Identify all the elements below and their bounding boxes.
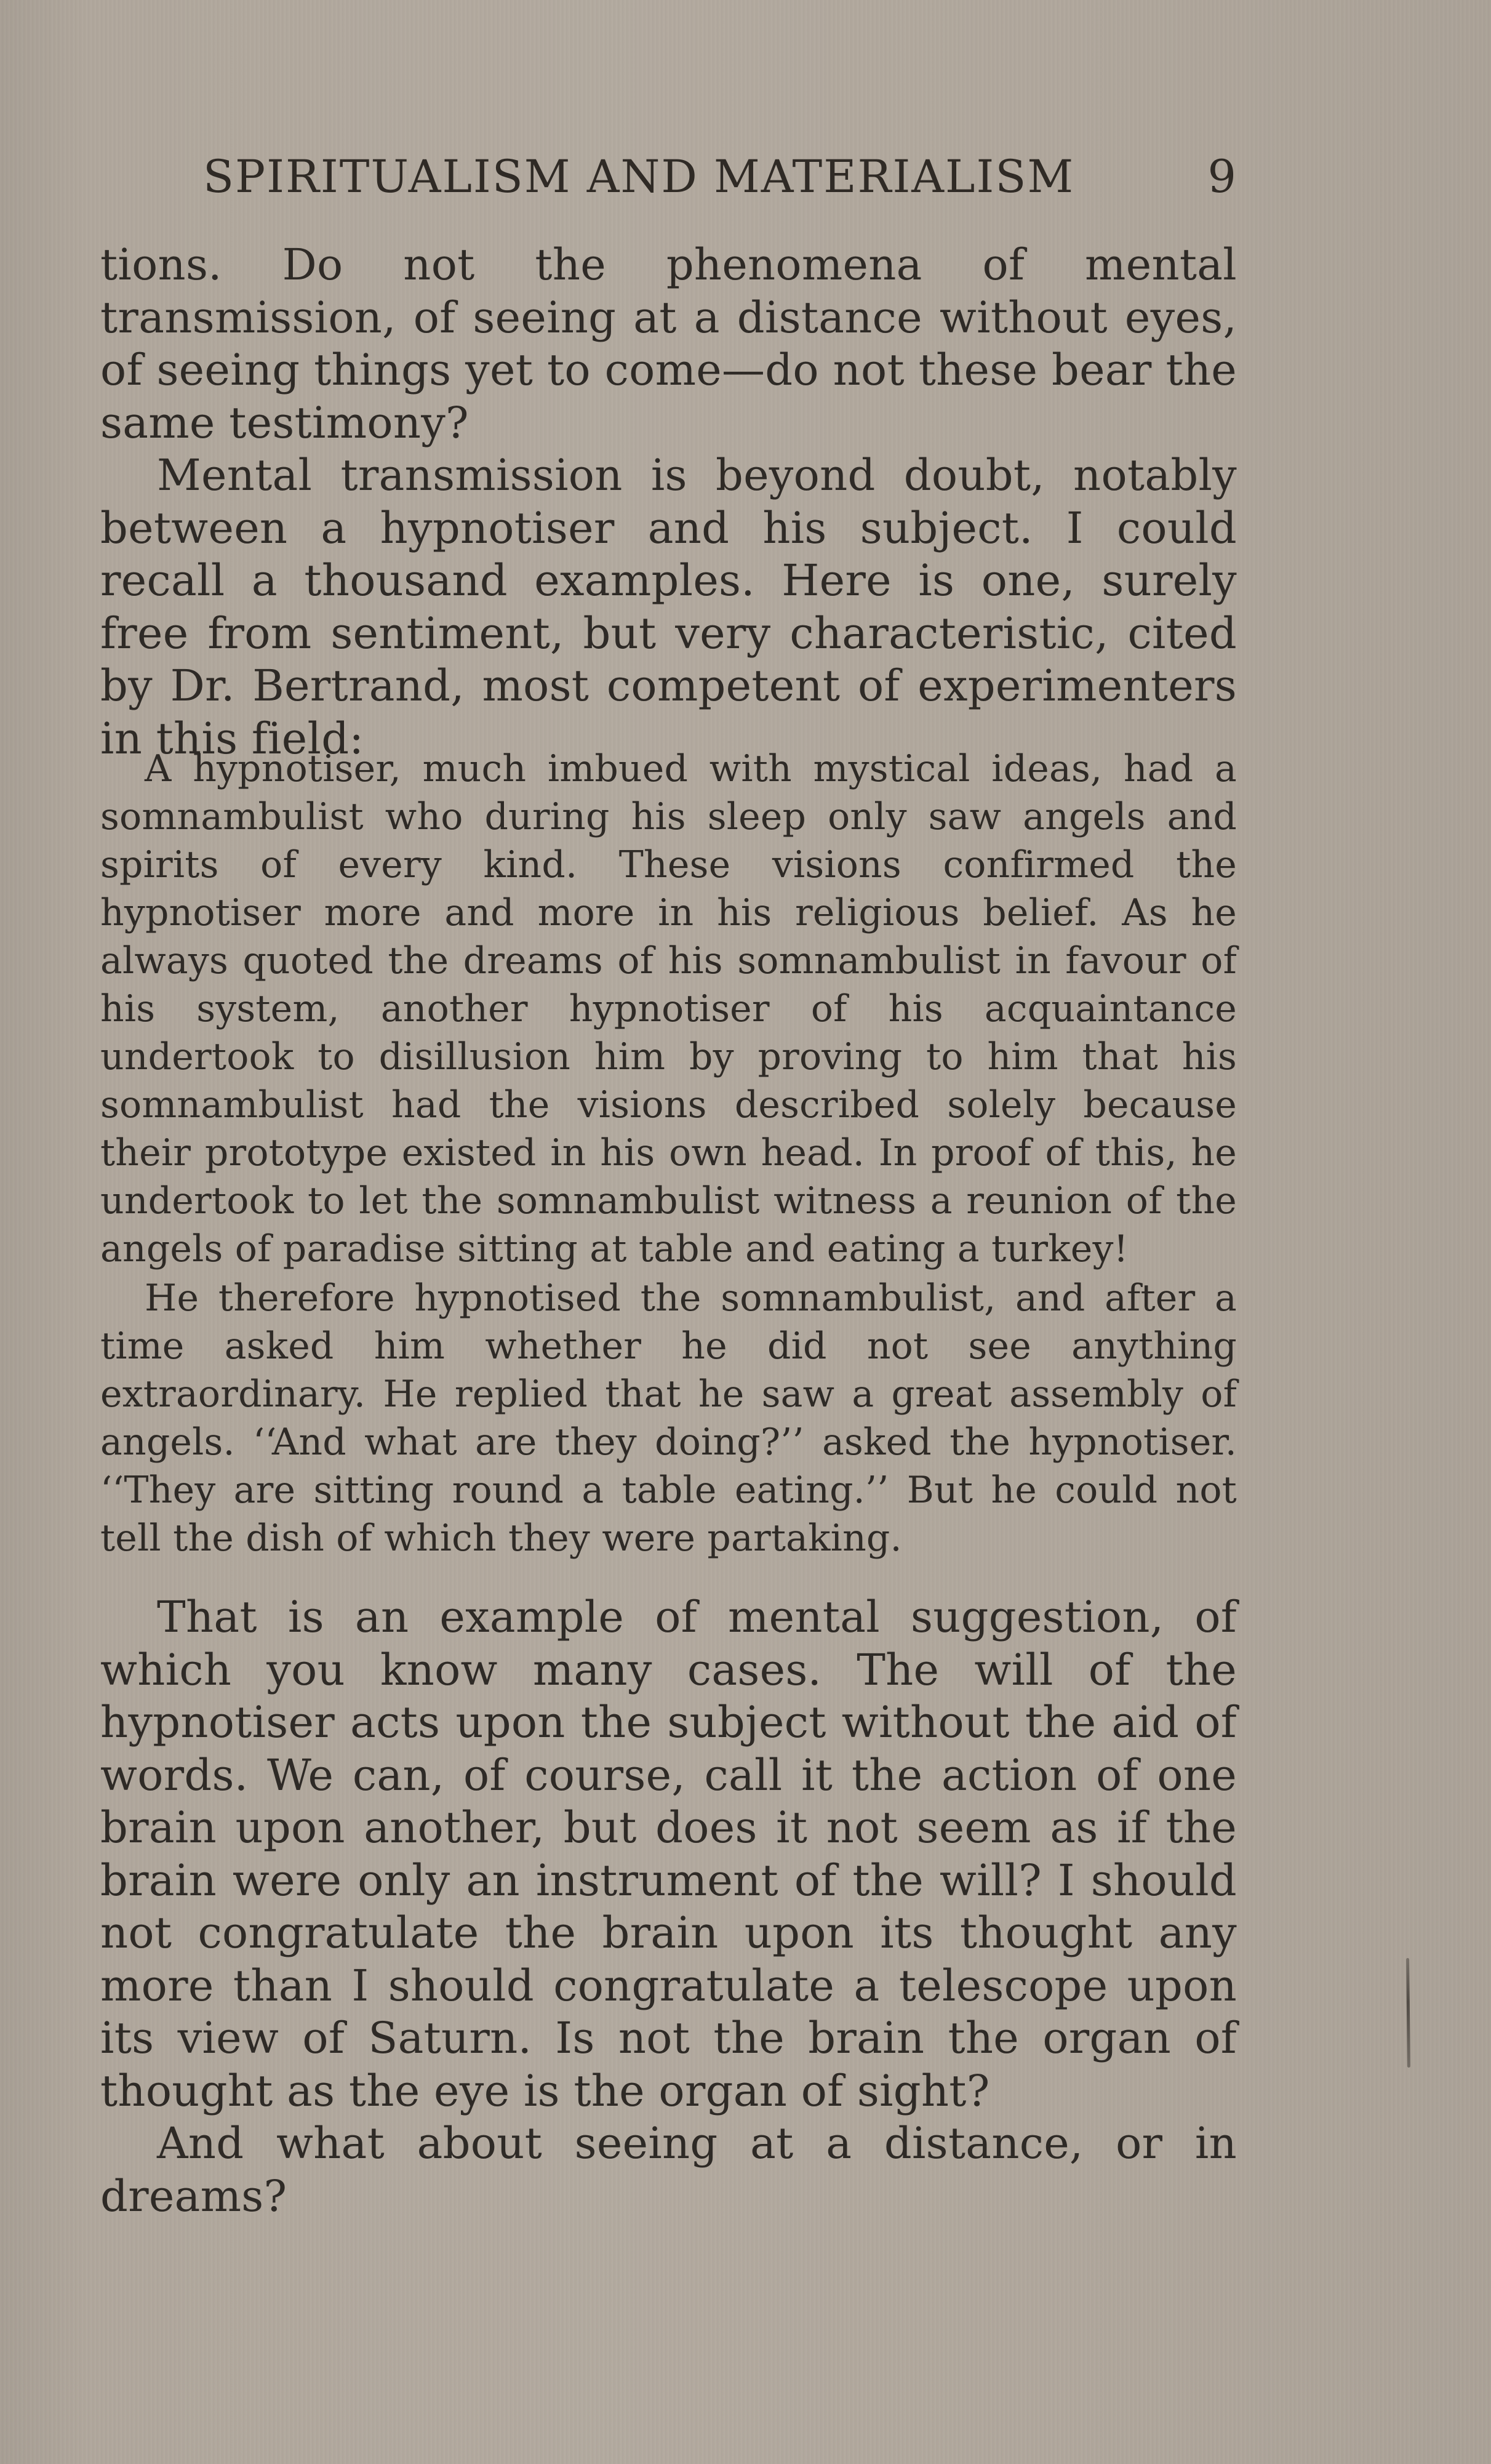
paragraph-3: That is an example of mental suggestion, of which you know many cases. The will of the hypnotiser acts upon the subject without the aid of words. We can, of course, call it the action of one brain upon another, but does it not seem as if the brain were only an instrument of the will? I should not congratulate the brain upon its thought any more than I should congratulate a telescope upon its view of Saturn. Is not the brain the organ of thought as the eye is the organ of sight? bbox=[100, 1592, 1237, 2116]
quote-paragraph-2: He therefore hypnotised the somnambulist, and after a time asked him whether he did not see anything extraordinary. He replied that he saw a great assembly of angels. ‘‘And what are they doing?’’ asked the hypnotiser. ‘‘They are sitting round a table eating.’’ But he could not tell the dish of which they were partaking. bbox=[100, 1277, 1237, 1560]
paragraph-mental-transmission bbox=[100, 449, 1237, 765]
paragraph-mental-suggestion bbox=[100, 1591, 1237, 2223]
paragraph-continuation bbox=[100, 239, 1237, 449]
paragraph-1: tions. Do not the phenomena of mental transmission, of seeing at a distance without eyes, of seeing things yet to come—do not these bear the same testimony? bbox=[100, 239, 1237, 448]
quote-paragraph-1: A hypnotiser, much imbued with mystical ideas, had a somnambulist who during his sleep only saw angels and spirits of every kind. These visions confirmed the hypnotiser more and more in his religious belief. As he always quoted the dreams of his somnambulist in favour of his system, another hypnotiser of his acquaintance undertook to disillusion him by proving to him that his somnambulist had the visions described solely because their prototype existed in his own head. In proof of this, he undertook to let the somnambulist witness a reunion of the angels of paradise sitting at table and eating a turkey! bbox=[100, 747, 1237, 1270]
block-quote-continued bbox=[100, 1274, 1237, 1562]
page-number: 9 bbox=[1207, 151, 1237, 203]
paragraph-4: And what about seeing at a distance, or in dreams? bbox=[100, 2118, 1237, 2221]
margin-pencil-mark bbox=[1406, 1958, 1410, 2068]
block-quote bbox=[100, 745, 1237, 1273]
paragraph-2: Mental transmission is beyond doubt, notably between a hypnotiser and his subject. I could recall a thousand examples. Here is one, surely free from sentiment, but very characteristic, cited by Dr. Bertrand, most competent of experimenters in this field: bbox=[100, 450, 1237, 764]
running-header bbox=[203, 151, 1237, 212]
running-title: SPIRITUALISM AND MATERIALISM bbox=[203, 151, 1075, 203]
